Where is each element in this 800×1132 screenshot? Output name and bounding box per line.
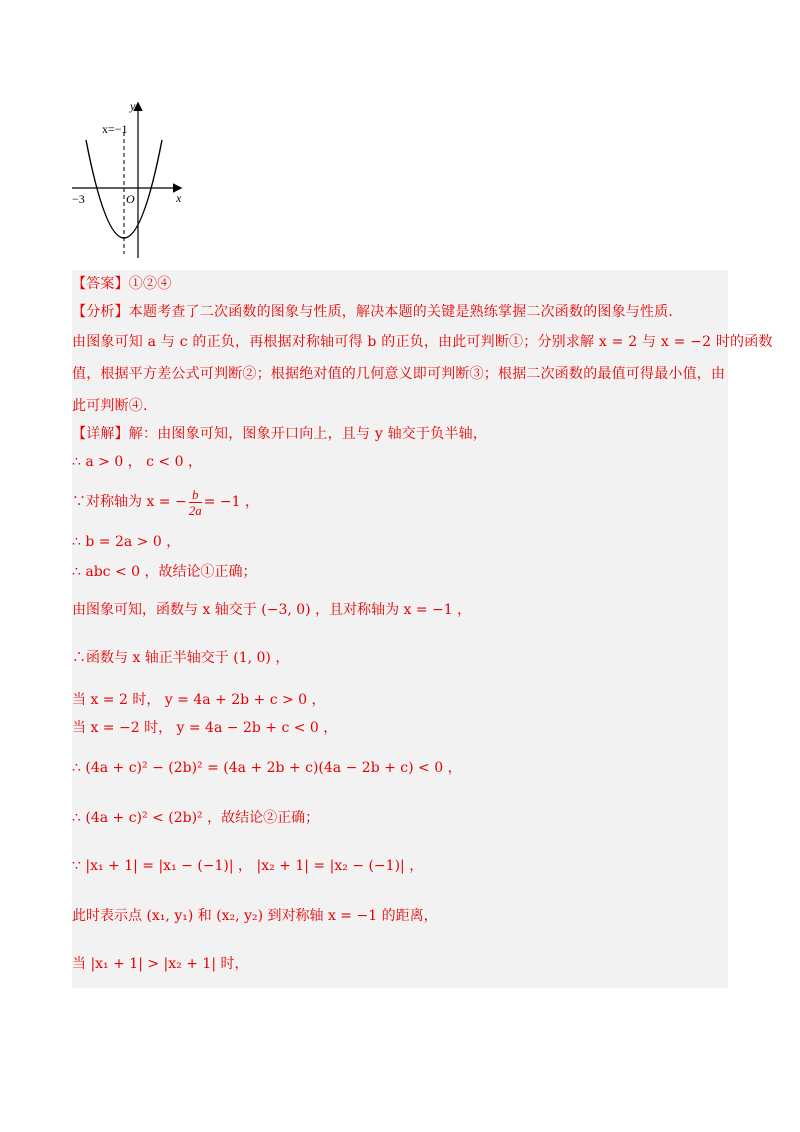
symmetry-label: x=−1	[102, 122, 128, 136]
fraction-b-over-2a	[189, 487, 202, 518]
detail-line-4: ∴ b = 2a > 0 ，	[72, 534, 181, 550]
answer-line: 【答案】①②④	[72, 276, 172, 292]
detail-line-3-pre: ∵对称轴为 x = −	[72, 494, 187, 510]
analysis-line-2: 由图象可知 a 与 c 的正负，再根据对称轴可得 b 的正负，由此可判断①；分别求解 x = 2 与 x = −2 时的函数	[72, 334, 773, 350]
detail-line-2: ∴ a > 0 ， c < 0 ，	[72, 454, 202, 470]
x-axis-label: x	[176, 191, 182, 205]
detail-line-12: ∵ |x₁ + 1| = |x₁ − (−1)| ， |x₂ + 1| = |x₂ − (−1)| ，	[72, 858, 424, 874]
detail-line-6: 由图象可知，函数与 x 轴交于 (−3, 0) ，且对称轴为 x = −1 ，	[72, 602, 472, 618]
analysis-line-1: 【分析】本题考查了二次函数的图象与性质，解决本题的关键是熟练掌握二次函数的图象与性质．	[72, 304, 683, 320]
analysis-line-4: 此可判断④.	[72, 398, 148, 414]
detail-line-9: 当 x = −2 时， y = 4a − 2b + c < 0 ，	[72, 720, 338, 736]
y-axis-label: y	[130, 99, 136, 113]
detail-line-3	[72, 486, 722, 518]
neg3-label: −3	[72, 192, 85, 206]
detail-line-5: ∴ abc < 0 ，故结论①正确；	[72, 564, 257, 580]
parabola-graph	[60, 96, 200, 268]
detail-line-1: 【详解】解：由图象可知，图象开口向上，且与 y 轴交于负半轴，	[72, 426, 488, 442]
detail-line-13: 此时表示点 (x₁, y₁) 和 (x₂, y₂) 到对称轴 x = −1 的距离，	[72, 908, 438, 924]
detail-line-3-post: = −1 ，	[203, 494, 259, 510]
detail-line-7: ∴函数与 x 轴正半轴交于 (1, 0) ，	[72, 650, 290, 666]
detail-line-11: ∴ (4a + c)² < (2b)² ，故结论②正确；	[72, 810, 320, 826]
fraction-numerator: b	[189, 487, 202, 503]
analysis-line-3: 值，根据平方差公式可判断②；根据绝对值的几何意义即可判断③；根据二次函数的最值可得最小值，由	[72, 366, 726, 382]
detail-line-14: 当 |x₁ + 1| > |x₂ + 1| 时，	[72, 956, 249, 972]
detail-line-10: ∴ (4a + c)² − (2b)² = (4a + 2b + c)(4a − 2b + c) < 0 ，	[72, 760, 462, 776]
origin-label: O	[126, 192, 135, 206]
detail-line-8: 当 x = 2 时， y = 4a + 2b + c > 0 ，	[72, 692, 326, 708]
fraction-denominator: 2a	[188, 502, 202, 518]
